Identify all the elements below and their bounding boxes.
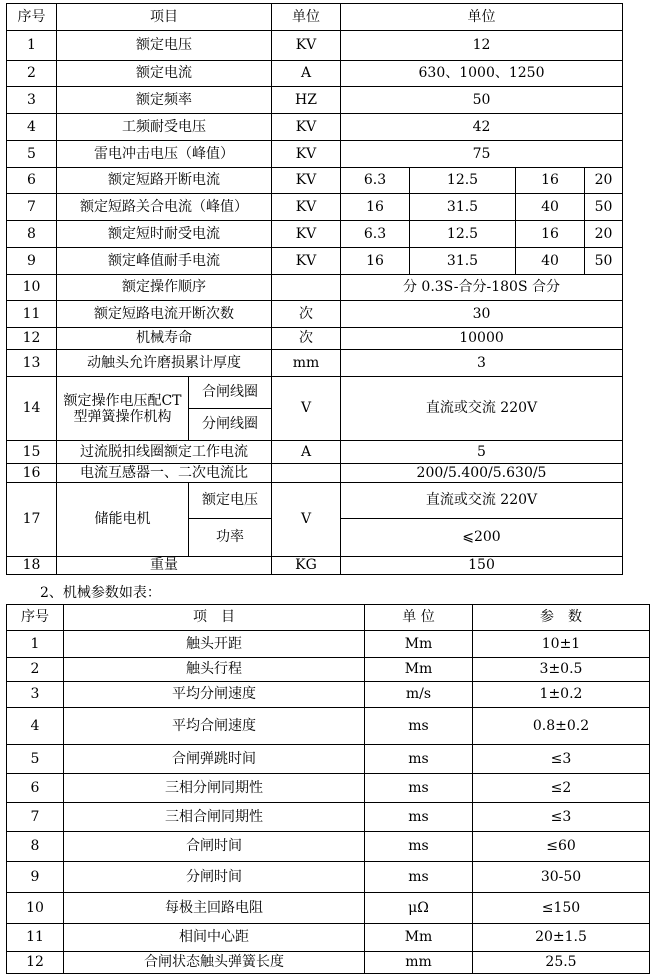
unit-cell: ms — [365, 708, 473, 745]
row-number: 9 — [7, 248, 57, 275]
value-cell: 630、1000、1250 — [341, 61, 623, 87]
value-cell: 12.5 — [410, 221, 516, 248]
value-cell: 12 — [341, 31, 623, 61]
row-number: 9 — [7, 862, 64, 893]
value-cell: 1±0.2 — [473, 682, 650, 708]
value-cell: ⩽200 — [341, 519, 623, 557]
value-cell: 75 — [341, 141, 623, 168]
value-cell: 直流或交流 220V — [341, 483, 623, 519]
row-number: 3 — [7, 682, 64, 708]
table-row — [7, 350, 623, 377]
table-row — [7, 31, 623, 61]
row-number: 6 — [7, 774, 64, 803]
header-cell: 项目 — [57, 4, 272, 31]
table-row — [7, 924, 650, 952]
value-cell: 50 — [341, 87, 623, 114]
item-name: 额定短路关合电流（峰值） — [57, 194, 272, 221]
table-row — [7, 275, 623, 301]
row-number: 8 — [7, 221, 57, 248]
item-name: 电流互感器一、二次电流比 — [57, 464, 272, 483]
value-cell: 0.8±0.2 — [473, 708, 650, 745]
item-name: 合闸时间 — [64, 832, 365, 862]
row-number: 14 — [7, 377, 57, 441]
item-name: 相间中心距 — [64, 924, 365, 952]
value-cell: 40 — [516, 194, 585, 221]
header-cell: 单位 — [272, 4, 341, 31]
item-name: 每极主回路电阻 — [64, 893, 365, 924]
electrical-parameters-table — [6, 3, 623, 575]
item-name: 额定短路开断电流 — [57, 168, 272, 194]
table-row — [7, 631, 650, 658]
item-name: 机械寿命 — [57, 328, 272, 350]
table-row — [7, 832, 650, 862]
value-cell: 20 — [585, 168, 623, 194]
unit-cell: Mm — [365, 924, 473, 952]
table-row — [7, 893, 650, 924]
item-name: 额定频率 — [57, 87, 272, 114]
item-name: 工频耐受电压 — [57, 114, 272, 141]
row-number: 3 — [7, 87, 57, 114]
value-cell: 31.5 — [410, 194, 516, 221]
header-cell: 单位 — [341, 4, 623, 31]
value-cell: 50 — [585, 194, 623, 221]
item-name: 触头开距 — [64, 631, 365, 658]
item-name: 雷电冲击电压（峰值） — [57, 141, 272, 168]
sub-item: 额定电压 — [189, 483, 272, 519]
value-cell: 12.5 — [410, 168, 516, 194]
item-name: 三相合闸同期性 — [64, 803, 365, 832]
unit-cell: μΩ — [365, 893, 473, 924]
unit-cell: V — [272, 483, 341, 557]
table-row — [7, 952, 650, 974]
value-cell: 31.5 — [410, 248, 516, 275]
value-cell: 3 — [341, 350, 623, 377]
unit-cell: ms — [365, 862, 473, 893]
unit-cell: V — [272, 377, 341, 441]
sub-item: 分闸线圈 — [189, 409, 272, 441]
table-row — [7, 114, 623, 141]
item-name: 平均分闸速度 — [64, 682, 365, 708]
table-row — [7, 557, 623, 575]
table-row — [7, 803, 650, 832]
header-cell: 单 位 — [365, 605, 473, 631]
unit-cell: Mm — [365, 658, 473, 682]
unit-cell: KV — [272, 114, 341, 141]
row-number: 5 — [7, 745, 64, 774]
table-row — [7, 328, 623, 350]
row-number: 11 — [7, 924, 64, 952]
item-name: 额定短路电流开断次数 — [57, 301, 272, 328]
unit-cell: KG — [272, 557, 341, 575]
item-name: 额定操作顺序 — [57, 275, 272, 301]
value-cell: 分 0.3S-合分-180S 合分 — [341, 275, 623, 301]
unit-cell: A — [272, 61, 341, 87]
value-cell: 30-50 — [473, 862, 650, 893]
value-cell: 直流或交流 220V — [341, 377, 623, 441]
unit-cell: mm — [272, 350, 341, 377]
row-number: 4 — [7, 114, 57, 141]
row-number: 4 — [7, 708, 64, 745]
item-name: 重量 — [57, 557, 272, 575]
unit-cell — [272, 464, 341, 483]
item-name: 合闸弹跳时间 — [64, 745, 365, 774]
row-number: 12 — [7, 328, 57, 350]
table-row — [7, 745, 650, 774]
row-number: 16 — [7, 464, 57, 483]
unit-cell: ms — [365, 803, 473, 832]
table-row — [7, 194, 623, 221]
item-name: 储能电机 — [57, 483, 189, 557]
item-name: 额定电压 — [57, 31, 272, 61]
value-cell: 25.5 — [473, 952, 650, 974]
unit-cell: HZ — [272, 87, 341, 114]
unit-cell: KV — [272, 141, 341, 168]
table-row — [7, 87, 623, 114]
value-cell: ≤3 — [473, 803, 650, 832]
section-caption: 2、机械参数如表： — [40, 585, 161, 601]
item-name: 分闸时间 — [64, 862, 365, 893]
unit-cell: KV — [272, 221, 341, 248]
unit-cell: ms — [365, 774, 473, 803]
row-number: 1 — [7, 31, 57, 61]
row-number: 7 — [7, 803, 64, 832]
value-cell: 6.3 — [341, 221, 410, 248]
row-number: 10 — [7, 893, 64, 924]
item-name: 触头行程 — [64, 658, 365, 682]
item-name: 过流脱扣线圈额定工作电流 — [57, 441, 272, 464]
value-cell: 20 — [585, 221, 623, 248]
table-row — [7, 774, 650, 803]
row-number: 15 — [7, 441, 57, 464]
item-name: 合闸状态触头弹簧长度 — [64, 952, 365, 974]
unit-cell: KV — [272, 168, 341, 194]
table-row — [7, 141, 623, 168]
table-row — [7, 682, 650, 708]
row-number: 8 — [7, 832, 64, 862]
unit-cell: KV — [272, 31, 341, 61]
value-cell: 5 — [341, 441, 623, 464]
value-cell: 30 — [341, 301, 623, 328]
unit-cell: ms — [365, 832, 473, 862]
value-cell: 20±1.5 — [473, 924, 650, 952]
table-header-row — [7, 605, 650, 631]
value-cell: 16 — [516, 221, 585, 248]
row-number: 17 — [7, 483, 57, 557]
unit-cell: m/s — [365, 682, 473, 708]
item-name: 平均合闸速度 — [64, 708, 365, 745]
row-number: 13 — [7, 350, 57, 377]
value-cell: 40 — [516, 248, 585, 275]
row-number: 12 — [7, 952, 64, 974]
unit-cell: 次 — [272, 328, 341, 350]
row-number: 5 — [7, 141, 57, 168]
value-cell: 42 — [341, 114, 623, 141]
value-cell: ≤2 — [473, 774, 650, 803]
row-number: 7 — [7, 194, 57, 221]
value-cell: 150 — [341, 557, 623, 575]
value-cell: 16 — [341, 248, 410, 275]
unit-cell: 次 — [272, 301, 341, 328]
value-cell: 3±0.5 — [473, 658, 650, 682]
mechanical-parameters-table — [6, 604, 650, 974]
row-number: 18 — [7, 557, 57, 575]
value-cell: 10±1 — [473, 631, 650, 658]
value-cell: ≤60 — [473, 832, 650, 862]
value-cell: 50 — [585, 248, 623, 275]
header-cell: 序号 — [7, 4, 57, 31]
table-row — [7, 61, 623, 87]
value-cell: 200/5.400/5.630/5 — [341, 464, 623, 483]
row-number: 2 — [7, 61, 57, 87]
table-row — [7, 221, 623, 248]
row-number: 2 — [7, 658, 64, 682]
table-row — [7, 483, 623, 519]
table-row — [7, 441, 623, 464]
item-name: 额定短时耐受电流 — [57, 221, 272, 248]
header-cell: 参 数 — [473, 605, 650, 631]
sub-item: 功率 — [189, 519, 272, 557]
table-row — [7, 377, 623, 409]
sub-item: 合闸线圈 — [189, 377, 272, 409]
unit-cell — [272, 275, 341, 301]
header-cell: 项 目 — [64, 605, 365, 631]
header-cell: 序号 — [7, 605, 64, 631]
item-name: 额定操作电压配CT 型弹簧操作机构 — [57, 377, 189, 441]
value-cell: 16 — [341, 194, 410, 221]
row-number: 1 — [7, 631, 64, 658]
table-row — [7, 168, 623, 194]
row-number: 11 — [7, 301, 57, 328]
unit-cell: mm — [365, 952, 473, 974]
row-number: 10 — [7, 275, 57, 301]
unit-cell: A — [272, 441, 341, 464]
table-row — [7, 301, 623, 328]
table-header-row — [7, 4, 623, 31]
value-cell: 10000 — [341, 328, 623, 350]
table-row — [7, 658, 650, 682]
value-cell: ≤3 — [473, 745, 650, 774]
table-row — [7, 862, 650, 893]
value-cell: 16 — [516, 168, 585, 194]
item-name: 动触头允许磨损累计厚度 — [57, 350, 272, 377]
value-cell: ≤150 — [473, 893, 650, 924]
value-cell: 6.3 — [341, 168, 410, 194]
row-number: 6 — [7, 168, 57, 194]
table-row — [7, 464, 623, 483]
item-name: 额定峰值耐手电流 — [57, 248, 272, 275]
item-name: 三相分闸同期性 — [64, 774, 365, 803]
unit-cell: ms — [365, 745, 473, 774]
table-row — [7, 708, 650, 745]
item-name: 额定电流 — [57, 61, 272, 87]
unit-cell: Mm — [365, 631, 473, 658]
unit-cell: KV — [272, 194, 341, 221]
table-row — [7, 248, 623, 275]
unit-cell: KV — [272, 248, 341, 275]
